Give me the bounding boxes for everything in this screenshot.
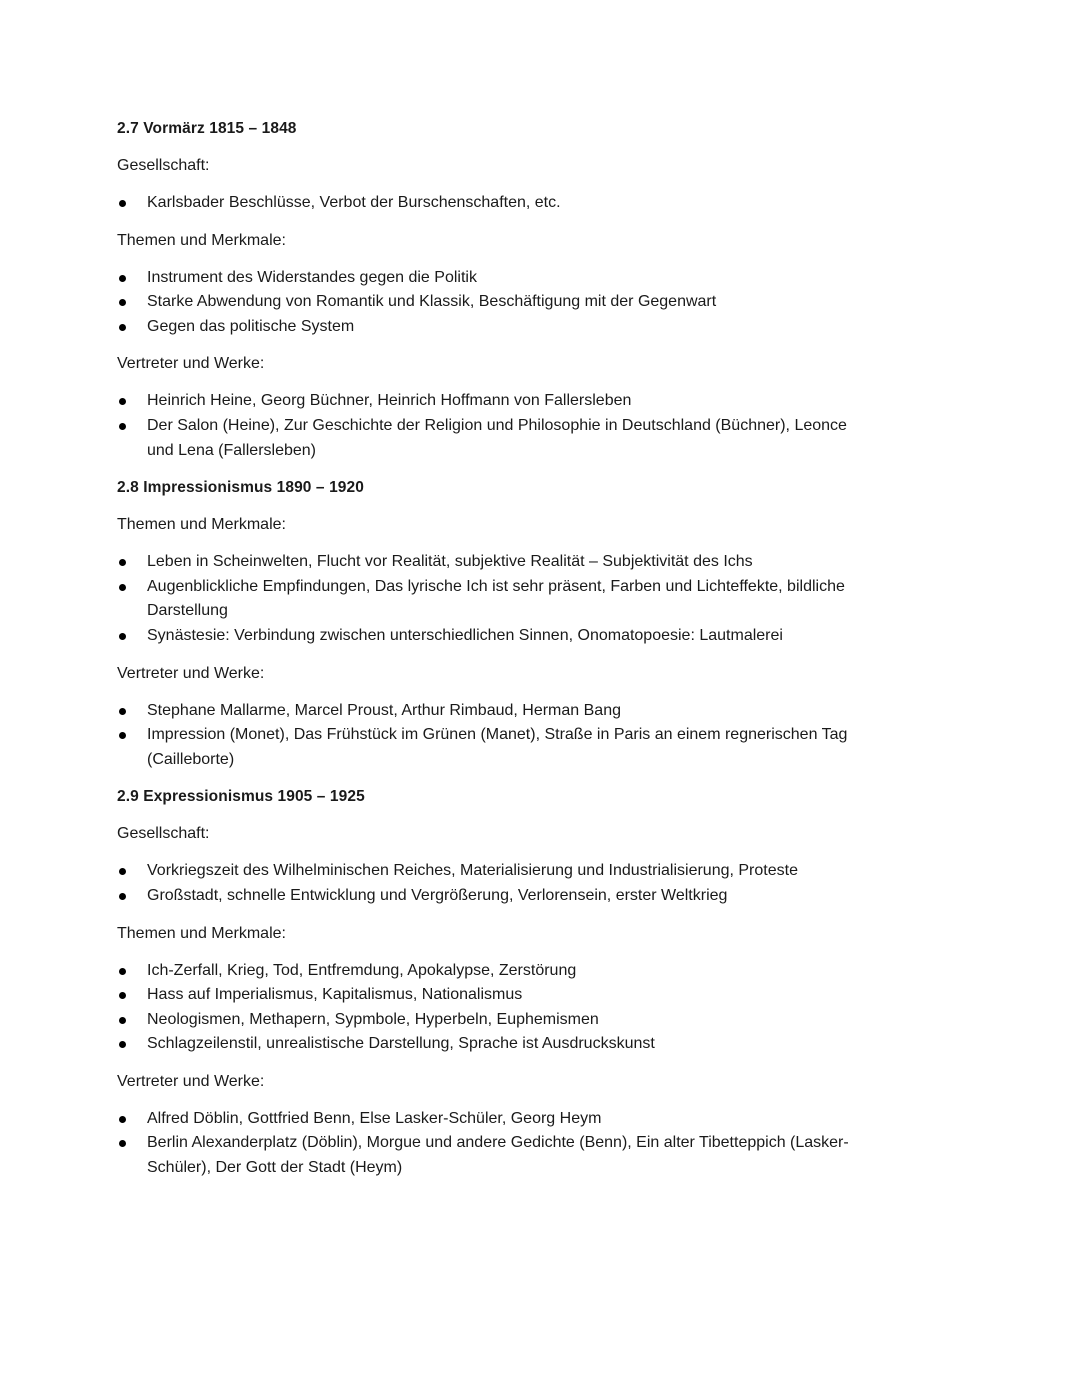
list-item: Vorkriegszeit des Wilhelminischen Reiches, Materialisierung und Industrialisierung, Proteste xyxy=(117,859,877,884)
list-item: Starke Abwendung von Romantik und Klassik, Beschäftigung mit der Gegenwart xyxy=(117,290,877,315)
list-item: Alfred Döblin, Gottfried Benn, Else Lasker-Schüler, Georg Heym xyxy=(117,1107,877,1132)
gesellschaft-list xyxy=(117,191,877,216)
list-item: Schlagzeilenstil, unrealistische Darstellung, Sprache ist Ausdruckskunst xyxy=(117,1032,877,1057)
gesellschaft-label: Gesellschaft: xyxy=(117,157,210,174)
list-item: Synästesie: Verbindung zwischen unterschiedlichen Sinnen, Onomatopoesie: Lautmalerei xyxy=(117,624,877,649)
vertreter-list xyxy=(117,389,877,463)
themen-label: Themen und Merkmale: xyxy=(117,516,286,534)
vertreter-label: Vertreter und Werke: xyxy=(117,664,265,682)
list-item: Stephane Mallarme, Marcel Proust, Arthur Rimbaud, Herman Bang xyxy=(117,699,877,724)
list-item: Der Salon (Heine), Zur Geschichte der Religion und Philosophie in Deutschland (Büchner), Leonce und Lena (Fallersleben) xyxy=(117,414,877,463)
vertreter-list xyxy=(117,699,877,773)
section-expressionismus xyxy=(117,784,877,1180)
vertreter-list xyxy=(117,1107,877,1181)
list-item: Impression (Monet), Das Frühstück im Grünen (Manet), Straße in Paris an einem regnerischen Tag (Cailleborte) xyxy=(117,723,877,772)
section-heading: 2.8 Impressionismus 1890 – 1920 xyxy=(117,479,364,497)
list-item: Instrument des Widerstandes gegen die Politik xyxy=(117,266,877,291)
list-item: Berlin Alexanderplatz (Döblin), Morgue und andere Gedichte (Benn), Ein alter Tibetteppich (Lasker-Schüler), Der Gott der Stadt (Heym) xyxy=(117,1131,877,1180)
themen-list xyxy=(117,266,877,340)
list-item: Karlsbader Beschlüsse, Verbot der Burschenschaften, etc. xyxy=(117,191,877,216)
themen-label: Themen und Merkmale: xyxy=(117,924,286,942)
list-item: Heinrich Heine, Georg Büchner, Heinrich Hoffmann von Fallersleben xyxy=(117,389,877,414)
list-item: Großstadt, schnelle Entwicklung und Vergrößerung, Verlorensein, erster Weltkrieg xyxy=(117,884,877,909)
section-heading: 2.9 Expressionismus 1905 – 1925 xyxy=(117,788,365,806)
section-vormaerz xyxy=(117,116,877,463)
list-item: Augenblickliche Empfindungen, Das lyrische Ich ist sehr präsent, Farben und Lichteffekte, bildliche Darstellung xyxy=(117,575,877,624)
list-item: Hass auf Imperialismus, Kapitalismus, Nationalismus xyxy=(117,983,877,1008)
themen-list xyxy=(117,550,877,648)
section-impressionismus xyxy=(117,475,877,772)
vertreter-label: Vertreter und Werke: xyxy=(117,1072,265,1090)
section-heading: 2.7 Vormärz 1815 – 1848 xyxy=(117,120,297,137)
list-item: Ich-Zerfall, Krieg, Tod, Entfremdung, Apokalypse, Zerstörung xyxy=(117,959,877,984)
gesellschaft-label: Gesellschaft: xyxy=(117,825,210,843)
themen-label: Themen und Merkmale: xyxy=(117,231,286,249)
gesellschaft-list xyxy=(117,859,877,908)
vertreter-label: Vertreter und Werke: xyxy=(117,355,265,373)
list-item: Leben in Scheinwelten, Flucht vor Realität, subjektive Realität – Subjektivität des Ichs xyxy=(117,550,877,575)
list-item: Neologismen, Methapern, Sypmbole, Hyperbeln, Euphemismen xyxy=(117,1008,877,1033)
list-item: Gegen das politische System xyxy=(117,315,877,340)
themen-list xyxy=(117,959,877,1057)
document-page xyxy=(117,116,877,1193)
